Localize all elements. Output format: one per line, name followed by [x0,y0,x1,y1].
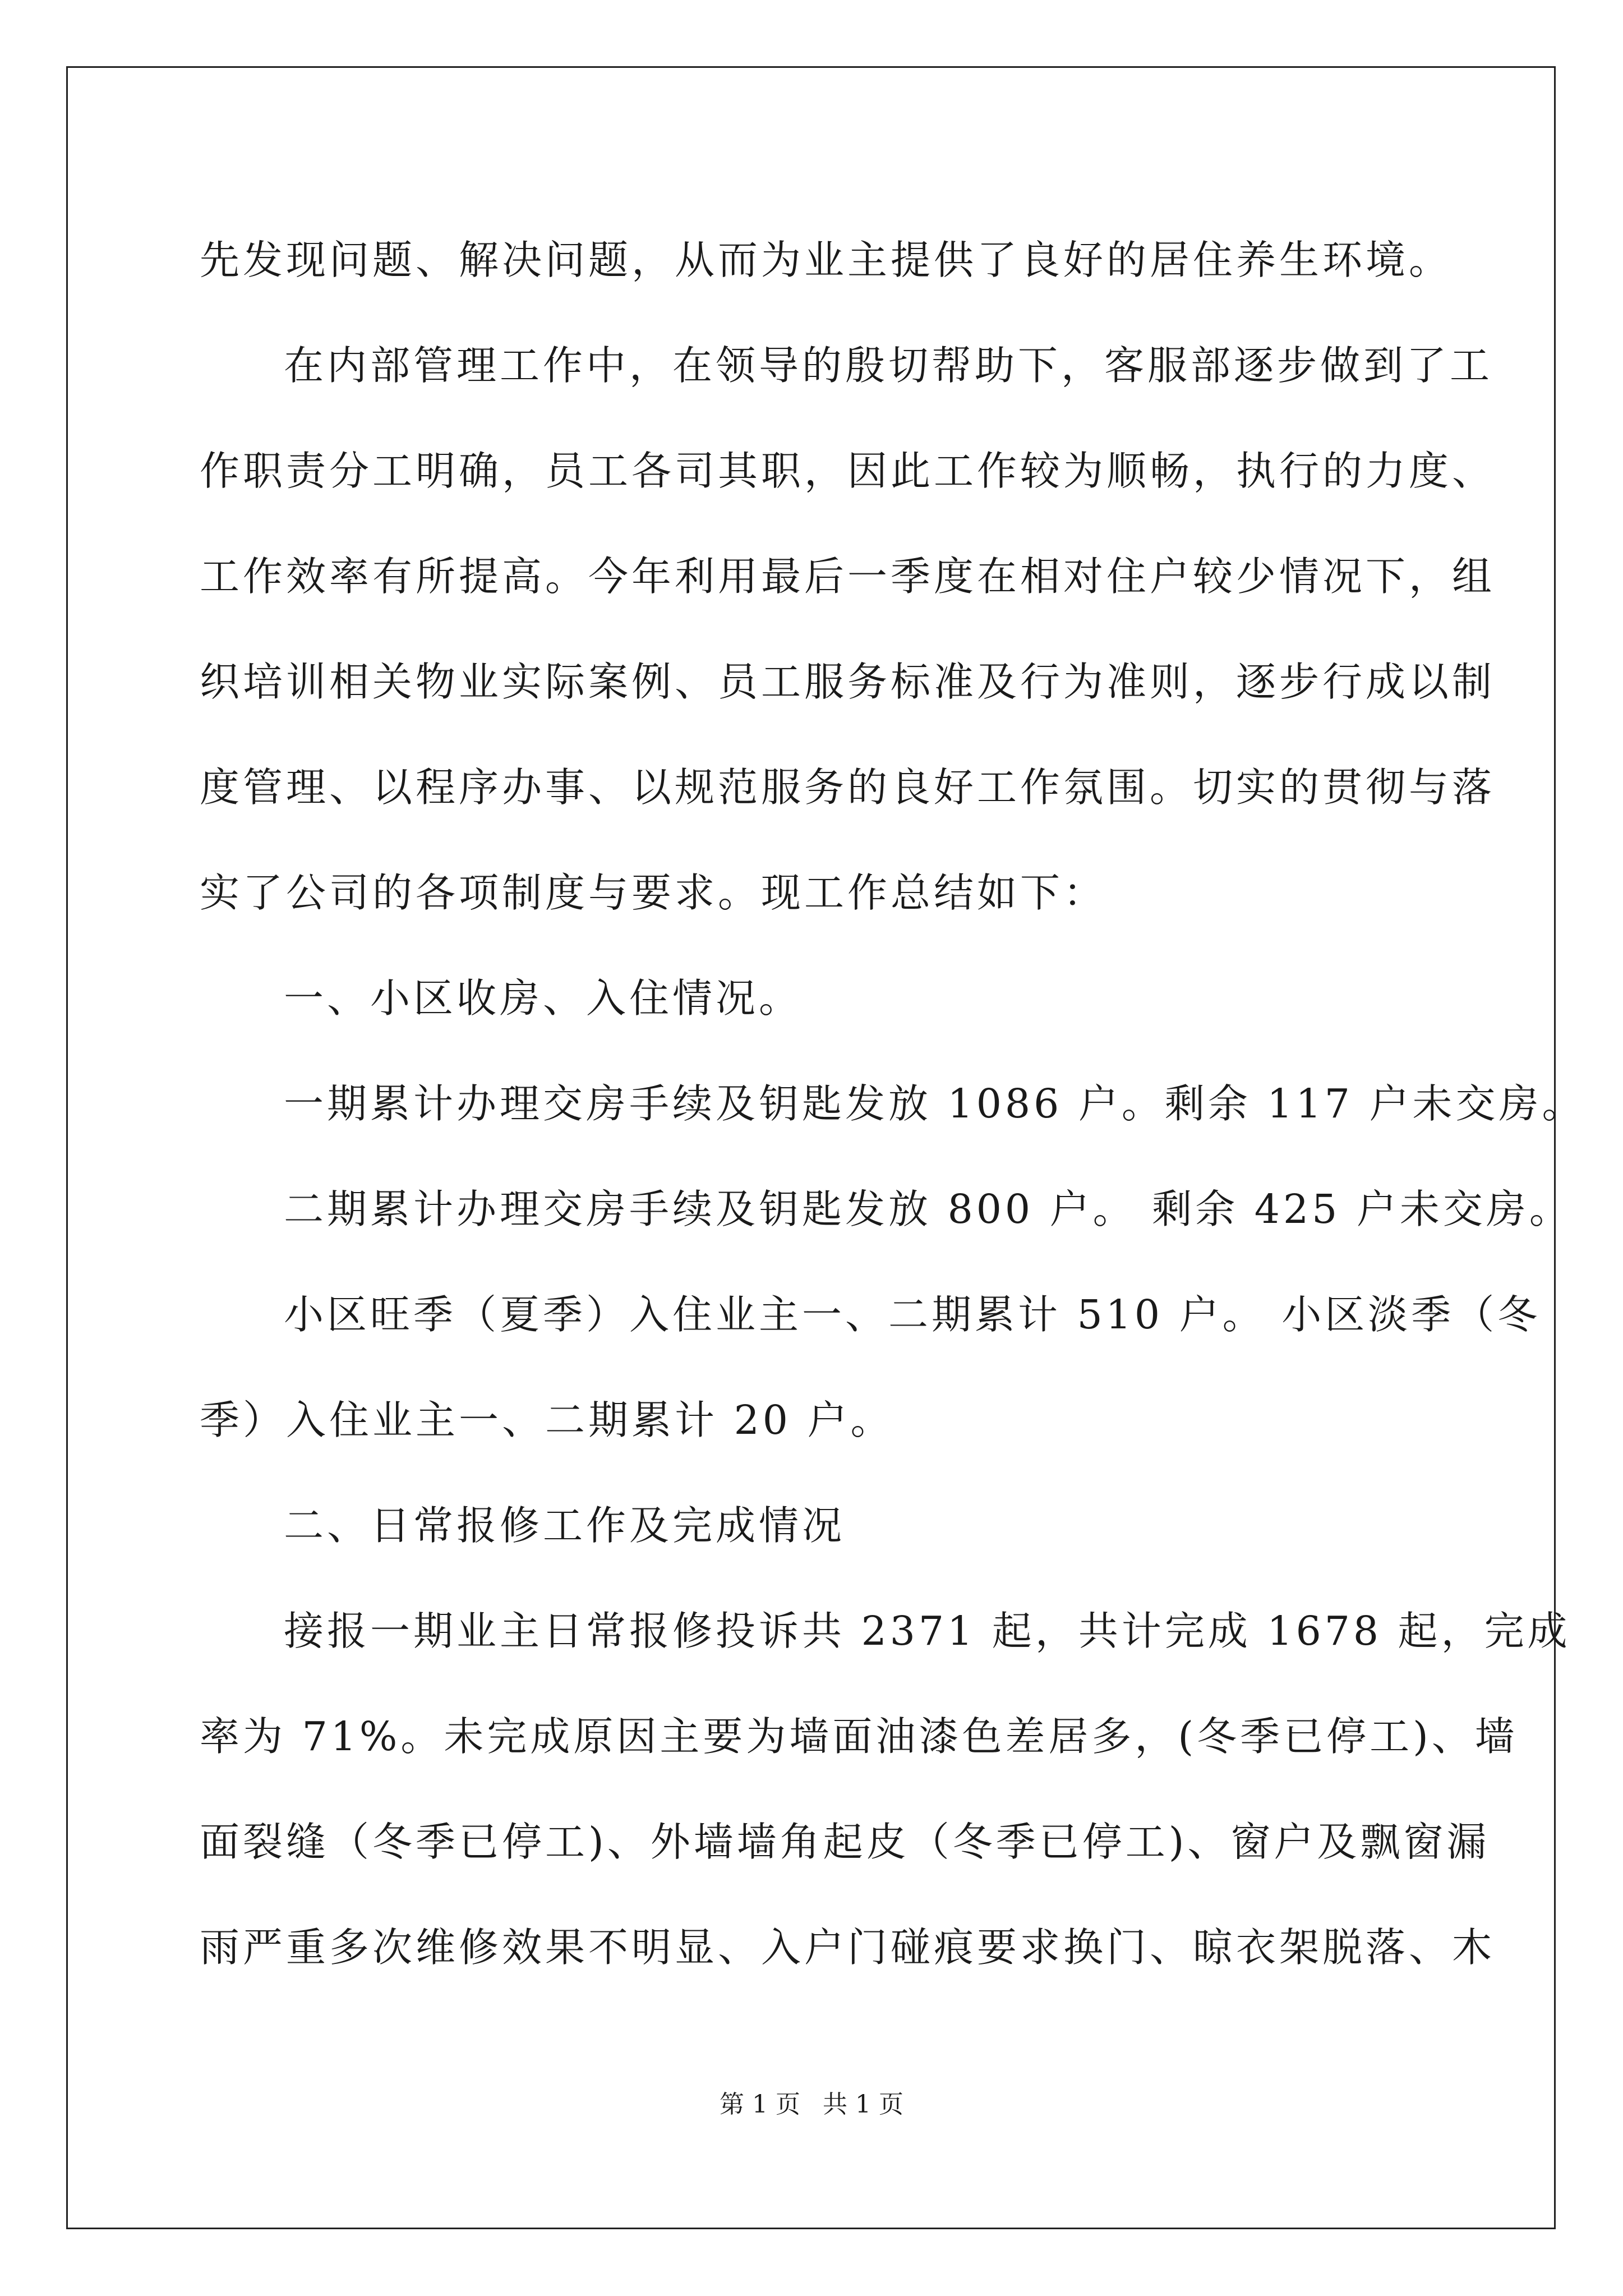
text-line: 面裂缝（冬季已停工)、外墙墙角起皮（冬季已停工)、窗户及飘窗漏 [200,1819,1490,1865]
text-line: 雨严重多次维修效果不明显、入户门碰痕要求换门、晾衣架脱落、木 [200,1924,1496,1971]
text-line: 在内部管理工作中，在领导的殷切帮助下，客服部逐步做到了工 [284,342,1493,389]
text-line: 率为 71%。未完成原因主要为墙面油漆色差居多，(冬季已停工)、墙 [200,1713,1518,1760]
section-heading: 一、小区收房、入住情况。 [284,975,803,1022]
text-line: 一期累计办理交房手续及钥匙发放 1086 户。剩余 117 户未交房。 [284,1080,1585,1127]
text-line: 二期累计办理交房手续及钥匙发放 800 户。 剩余 425 户未交房。 [284,1186,1573,1232]
text-line: 接报一期业主日常报修投诉共 2371 起，共计完成 1678 起，完成 [284,1608,1571,1654]
section-heading: 二、日常报修工作及完成情况 [284,1502,846,1549]
text-line: 先发现问题、解决问题，从而为业主提供了良好的居住养生环境。 [200,237,1453,283]
page-footer [0,2084,1623,2120]
text-line: 度管理、以程序办事、以规范服务的良好工作氛围。切实的贯彻与落 [200,764,1496,811]
document-body [200,208,1585,2000]
text-line: 工作效率有所提高。今年利用最后一季度在相对住户较少情况下，组 [200,553,1496,600]
page-number-total: 共 1 页 [823,2090,903,2119]
text-line: 季）入住业主一、二期累计 20 户。 [200,1397,894,1443]
text-line: 作职责分工明确，员工各司其职，因此工作较为顺畅，执行的力度、 [200,448,1496,494]
text-line: 织培训相关物业实际案例、员工服务标准及行为准则，逐步行成以制 [200,659,1496,705]
text-line: 小区旺季（夏季）入住业主一、二期累计 510 户。 小区淡季（冬 [284,1291,1541,1338]
page-number-current: 第 1 页 [720,2090,800,2119]
text-line: 实了公司的各项制度与要求。现工作总结如下： [200,869,1107,916]
